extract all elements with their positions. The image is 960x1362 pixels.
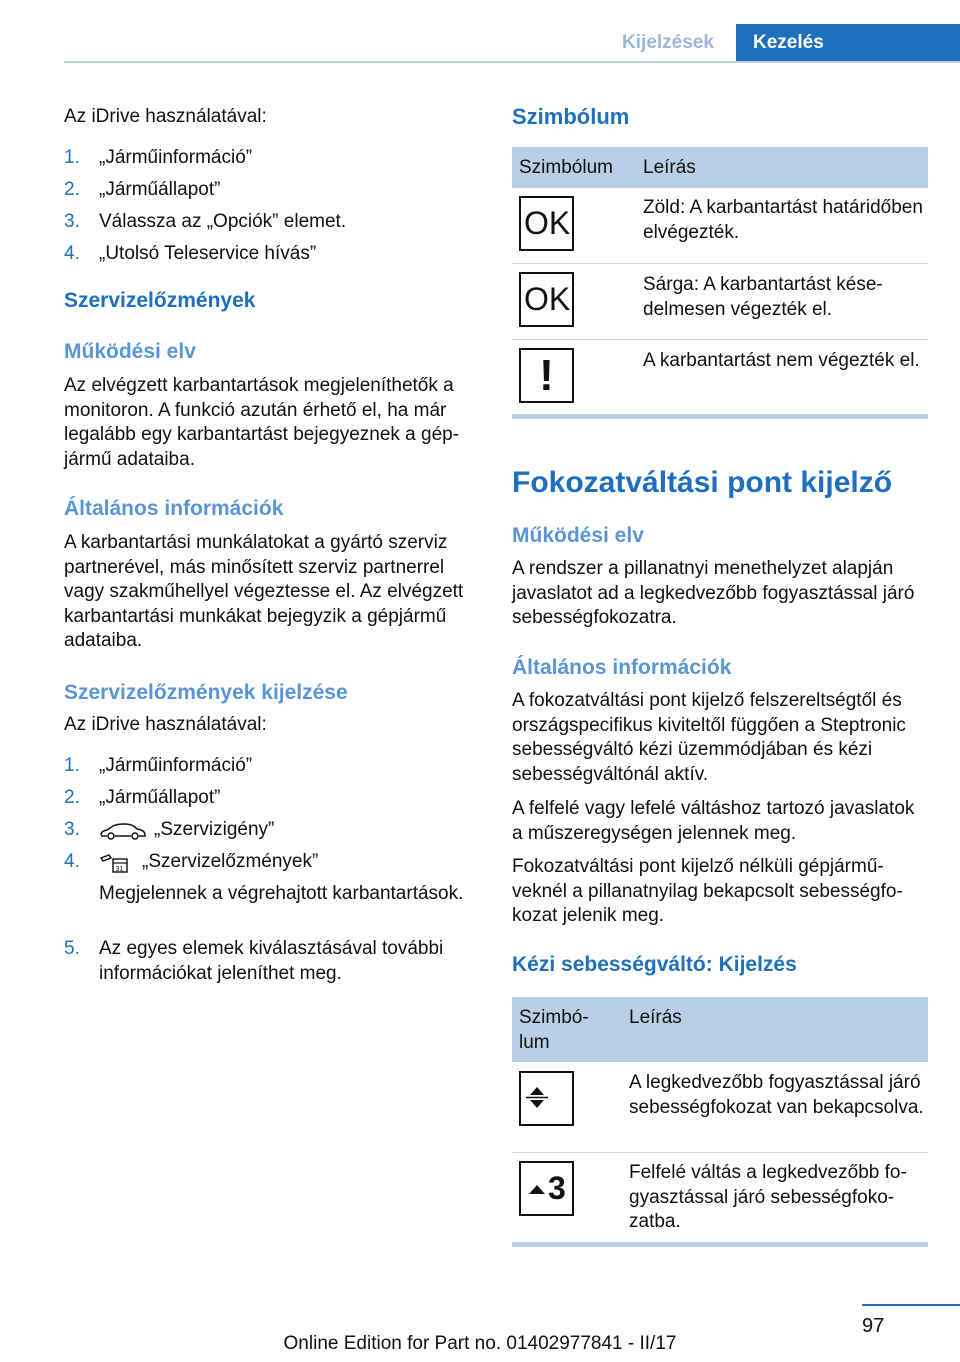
list-text: Megjelennek a végrehajtott karbantartások. <box>99 883 464 904</box>
list-number: 3. <box>64 211 80 232</box>
list-text: „Járműinformáció” <box>99 755 253 776</box>
table-cell: Zöld: A karbantartást határidőben elvégezték. <box>643 197 923 243</box>
table-cell: Sárga: A karbantartást késedelmesen végezték el. <box>643 274 883 320</box>
icon-glyph: OK <box>524 205 571 241</box>
principle-text: Az elvégzett karbantartások megjeleníthetők a monitoron. A funkció azután érhető el, ha már legalább egy karbantartást bejegyeznek a gépjármű adataiba. <box>64 375 460 470</box>
list-number: 4. <box>64 851 80 872</box>
list-text: „Szervizigény” <box>154 819 275 840</box>
footer-rule <box>862 1304 960 1306</box>
heading-service-history: Szervizelőzmények <box>64 289 256 312</box>
list-number: 5. <box>64 938 80 959</box>
column-header: Szimbólum <box>519 1007 589 1053</box>
list-number: 3. <box>64 819 80 840</box>
table-bottom-rule <box>512 1242 928 1247</box>
icon-glyph: ! <box>539 351 554 400</box>
list-number: 1. <box>64 755 80 776</box>
general-info-text: A karbantartási munkálatokat a gyártó szerviz partnerével, más minősített szerviz partnerrel vagy szakműhellyel végeztesse el. Az elvégzett karbantartási munkákat bejegyzik a gépjármű adataiba. <box>64 532 464 651</box>
column-header: Szimbólum <box>519 157 613 178</box>
column-header: Leírás <box>643 157 696 178</box>
list-text: Az egyes elemek kiválasztásával további információkat jeleníthet meg. <box>99 938 444 984</box>
exclamation-icon <box>519 348 574 403</box>
row-divider <box>512 263 928 264</box>
general-info-text-1: A fokozatváltási pont kijelző felszereltségtől és országspecifikus kiviteltől függően a Steptronic sebességváltó kézi üzemmódjában és kézi sebességváltónál aktív. <box>512 690 906 785</box>
table-cell: A karbantartást nem végezték el. <box>643 350 920 371</box>
general-info-text-2: A felfelé vagy lefelé váltáshoz tartozó javaslatok a műszeregységen jelennek meg. <box>512 798 915 844</box>
car-icon <box>99 822 147 840</box>
icon-glyph: 3 <box>548 1170 566 1206</box>
list-number: 1. <box>64 147 80 168</box>
intro-text: Az iDrive használatával: <box>64 106 267 127</box>
heading-history-display: Szervizelőzmények kijelzése <box>64 681 348 704</box>
heading-gear-indicator: Fokozatváltási pont kijelző <box>512 466 893 499</box>
svg-text:31: 31 <box>115 866 124 873</box>
heading-principle: Működési elv <box>512 524 644 547</box>
heading-general-info: Általános információk <box>512 656 732 679</box>
list-number: 2. <box>64 787 80 808</box>
list-text: „Szervizelőzmények” <box>142 851 319 872</box>
up-arrow-icon <box>527 1182 547 1196</box>
row-divider <box>512 1152 928 1153</box>
list-text: „Utolsó Teleservice hívás” <box>99 243 317 264</box>
tab-kijelzesek[interactable]: Kijelzések <box>622 31 714 53</box>
edition-text: Online Edition for Part no. 01402977841 - II/17 <box>283 1333 677 1354</box>
upshift-3-icon <box>519 1161 574 1216</box>
ok-green-icon <box>519 196 574 251</box>
row-divider <box>512 339 928 340</box>
intro-text-2: Az iDrive használatával: <box>64 714 267 735</box>
table-bottom-rule <box>512 414 928 419</box>
page-number: 97 <box>862 1315 885 1337</box>
column-header: Leírás <box>629 1007 682 1028</box>
heading-general-info: Általános információk <box>64 497 284 520</box>
list-text: „Járműállapot” <box>99 179 221 200</box>
table-header <box>512 997 928 1062</box>
table-header <box>512 147 928 188</box>
list-text: „Járműinformáció” <box>99 147 253 168</box>
list-number: 2. <box>64 179 80 200</box>
optimal-gear-glyph <box>521 1073 572 1124</box>
list-number: 4. <box>64 243 80 264</box>
table-cell: Felfelé váltás a legkedvezőbb fogyasztással járó sebességfokozatba. <box>629 1162 907 1232</box>
heading-principle: Működési elv <box>64 340 196 363</box>
principle-text: A rendszer a pillanatnyi menethelyzet alapján javaslatot ad a legkedvezőbb fogyasztással járó sebességfokozatra. <box>512 558 915 628</box>
icon-glyph: OK <box>524 281 571 317</box>
list-text: „Járműállapot” <box>99 787 221 808</box>
ok-yellow-icon <box>519 272 574 327</box>
service-history-icon <box>99 852 131 874</box>
header-divider <box>64 61 960 63</box>
list-text: Válassza az „Opciók” elemet. <box>99 211 347 232</box>
heading-symbol: Szimbólum <box>512 104 630 129</box>
general-info-text-3: Fokozatváltási pont kijelző nélküli gépjárműveknél a pillanatnyilag bekapcsolt sebességfokozat jelenik meg. <box>512 856 903 926</box>
table-cell: A legkedvezőbb fogyasztással járó sebességfokozat van bekapcsolva. <box>629 1072 924 1118</box>
tab-kezeles[interactable]: Kezelés <box>736 24 960 61</box>
optimal-gear-icon <box>519 1071 574 1126</box>
heading-manual-gearbox: Kézi sebességváltó: Kijelzés <box>512 953 797 976</box>
